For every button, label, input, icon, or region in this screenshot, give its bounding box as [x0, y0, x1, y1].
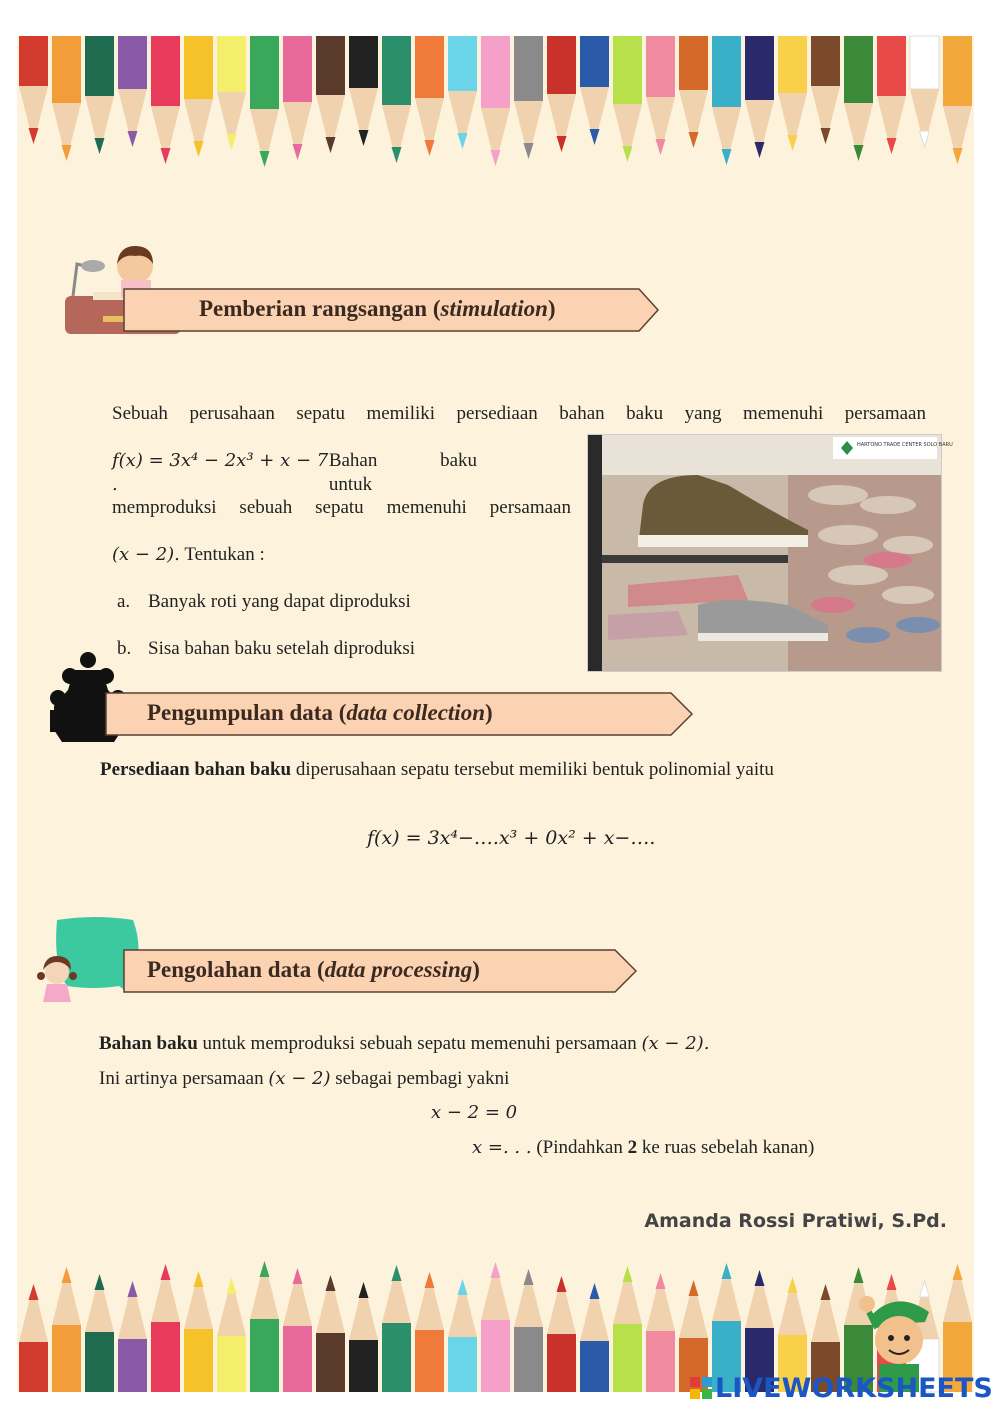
banner-data-processing-title: Pengolahan data (data processing): [147, 957, 480, 982]
pencil: [646, 36, 675, 155]
processing-line-2-text: Ini artinya persamaan: [99, 1068, 269, 1089]
pencil: [217, 36, 246, 150]
pencil: [448, 36, 477, 149]
pencil: [943, 36, 972, 164]
pencil: [52, 36, 81, 161]
stock-equation: f(x) = 3x⁴ − 2x³ + x − 7 .: [112, 450, 329, 495]
pencil: [547, 36, 576, 152]
pencil: [118, 1281, 147, 1392]
liveworksheets-logo-icon: [690, 1377, 712, 1399]
pencil: [580, 1283, 609, 1392]
liveworksheets-text: LIVEWORKSHEETS: [715, 1373, 993, 1404]
pencil: [712, 36, 741, 165]
pencil: [349, 1282, 378, 1392]
pencil: [151, 36, 180, 164]
processing-line-1-bold: Bahan baku: [99, 1033, 198, 1054]
pencil: [514, 1269, 543, 1392]
pencil: [811, 36, 840, 144]
pencil: [85, 36, 114, 154]
question-prompt: Tentukan :: [179, 544, 265, 565]
pencil: [316, 1275, 345, 1392]
pencil: [217, 1278, 246, 1392]
pencil: [382, 36, 411, 163]
pencil: [19, 36, 48, 144]
pencil: [448, 1279, 477, 1392]
root-answer-line: [472, 1136, 814, 1160]
pencil: [184, 1271, 213, 1392]
processing-divisor-2: (x − 2): [268, 1068, 331, 1089]
processing-line-2-end: sebagai pembagi yakni: [330, 1068, 510, 1089]
root-hint-post: ke ruas sebelah kanan): [637, 1137, 815, 1158]
pencil: [184, 36, 213, 157]
banner-stimulation: [123, 288, 659, 332]
liveworksheets-watermark: [690, 1373, 993, 1404]
processing-line-2: [99, 1067, 509, 1091]
pencil: [481, 36, 510, 166]
pencil: [250, 36, 279, 167]
pencil: [52, 1267, 81, 1392]
banner-data-collection: [105, 692, 693, 736]
pencil: [283, 36, 312, 160]
item-b-marker: b.: [117, 638, 132, 659]
pencil: [580, 36, 609, 145]
top-pencil-border: [17, 36, 974, 176]
stimulation-line-2: [112, 449, 571, 497]
pencil: [646, 1273, 675, 1392]
pencil: [547, 1276, 576, 1392]
pencil: [613, 36, 642, 162]
item-a-marker: a.: [117, 591, 131, 612]
pencil: [613, 1266, 642, 1392]
pencil: [877, 36, 906, 154]
shoe-store-photo: [587, 434, 953, 672]
banner-stimulation-title: Pemberian rangsangan (stimulation): [199, 296, 556, 321]
bottom-pencil-border: [17, 1252, 974, 1392]
item-b-text: Sisa bahan baku setelah diproduksi: [148, 638, 416, 659]
banner-data-processing: [123, 949, 637, 993]
polynomial-template-equation: f(x) = 3x⁴−….x³ + 0x² + x−….: [367, 827, 656, 849]
banner-data-collection-title: Pengumpulan data (data collection): [147, 700, 493, 725]
pencil: [250, 1261, 279, 1392]
root-equation: x − 2 = 0: [431, 1102, 518, 1123]
pencil: [910, 36, 939, 147]
stimulation-line-4: [112, 543, 265, 567]
processing-line-1: [99, 1032, 709, 1056]
stimulation-line-3: memproduksi sebuah sepatu memenuhi persamaan: [112, 497, 571, 518]
pencil: [844, 36, 873, 161]
pencil: [151, 1264, 180, 1392]
pencil: [679, 36, 708, 148]
pencil: [19, 1284, 48, 1392]
processing-line-1-text: untuk memproduksi sebuah sepatu memenuhi persamaan: [197, 1033, 642, 1054]
question-item-b: [117, 637, 415, 661]
pencil: [316, 36, 345, 153]
collection-statement-bold: Persediaan bahan baku: [100, 759, 292, 780]
pencil: [283, 1268, 312, 1392]
pencil: [118, 36, 147, 147]
root-hint-bold: 2: [627, 1137, 638, 1158]
root-hint-pre: (Pindahkan: [531, 1137, 628, 1158]
worksheet-page: [17, 36, 974, 1392]
question-item-a: [117, 590, 411, 614]
divisor-expression: (x − 2).: [112, 544, 180, 565]
item-a-text: Banyak roti yang dapat diproduksi: [148, 591, 411, 612]
pencil: [514, 36, 543, 159]
pencil: [778, 36, 807, 151]
pencil: [382, 1265, 411, 1392]
stimulation-line-2-text: Bahan baku untuk: [328, 450, 478, 495]
pencil: [481, 1262, 510, 1392]
author-signature: Amanda Rossi Pratiwi, S.Pd.: [644, 1210, 947, 1232]
pencil: [415, 36, 444, 156]
pencil: [85, 1274, 114, 1392]
processing-divisor-1: (x − 2).: [641, 1033, 710, 1054]
photo-watermark-text: HARTONO TRADE CENTER SOLO BARU: [857, 442, 953, 448]
pencil: [349, 36, 378, 146]
root-answer-blank: x =. . .: [472, 1137, 532, 1158]
stimulation-line-1: Sebuah perusahaan sepatu memiliki persediaan bahan baku yang memenuhi persamaan: [112, 403, 926, 424]
pencil: [745, 36, 774, 158]
collection-statement-text: diperusahaan sepatu tersebut memiliki bentuk polinomial yaitu: [291, 759, 774, 780]
pencil: [415, 1272, 444, 1392]
collection-statement: [100, 758, 774, 782]
